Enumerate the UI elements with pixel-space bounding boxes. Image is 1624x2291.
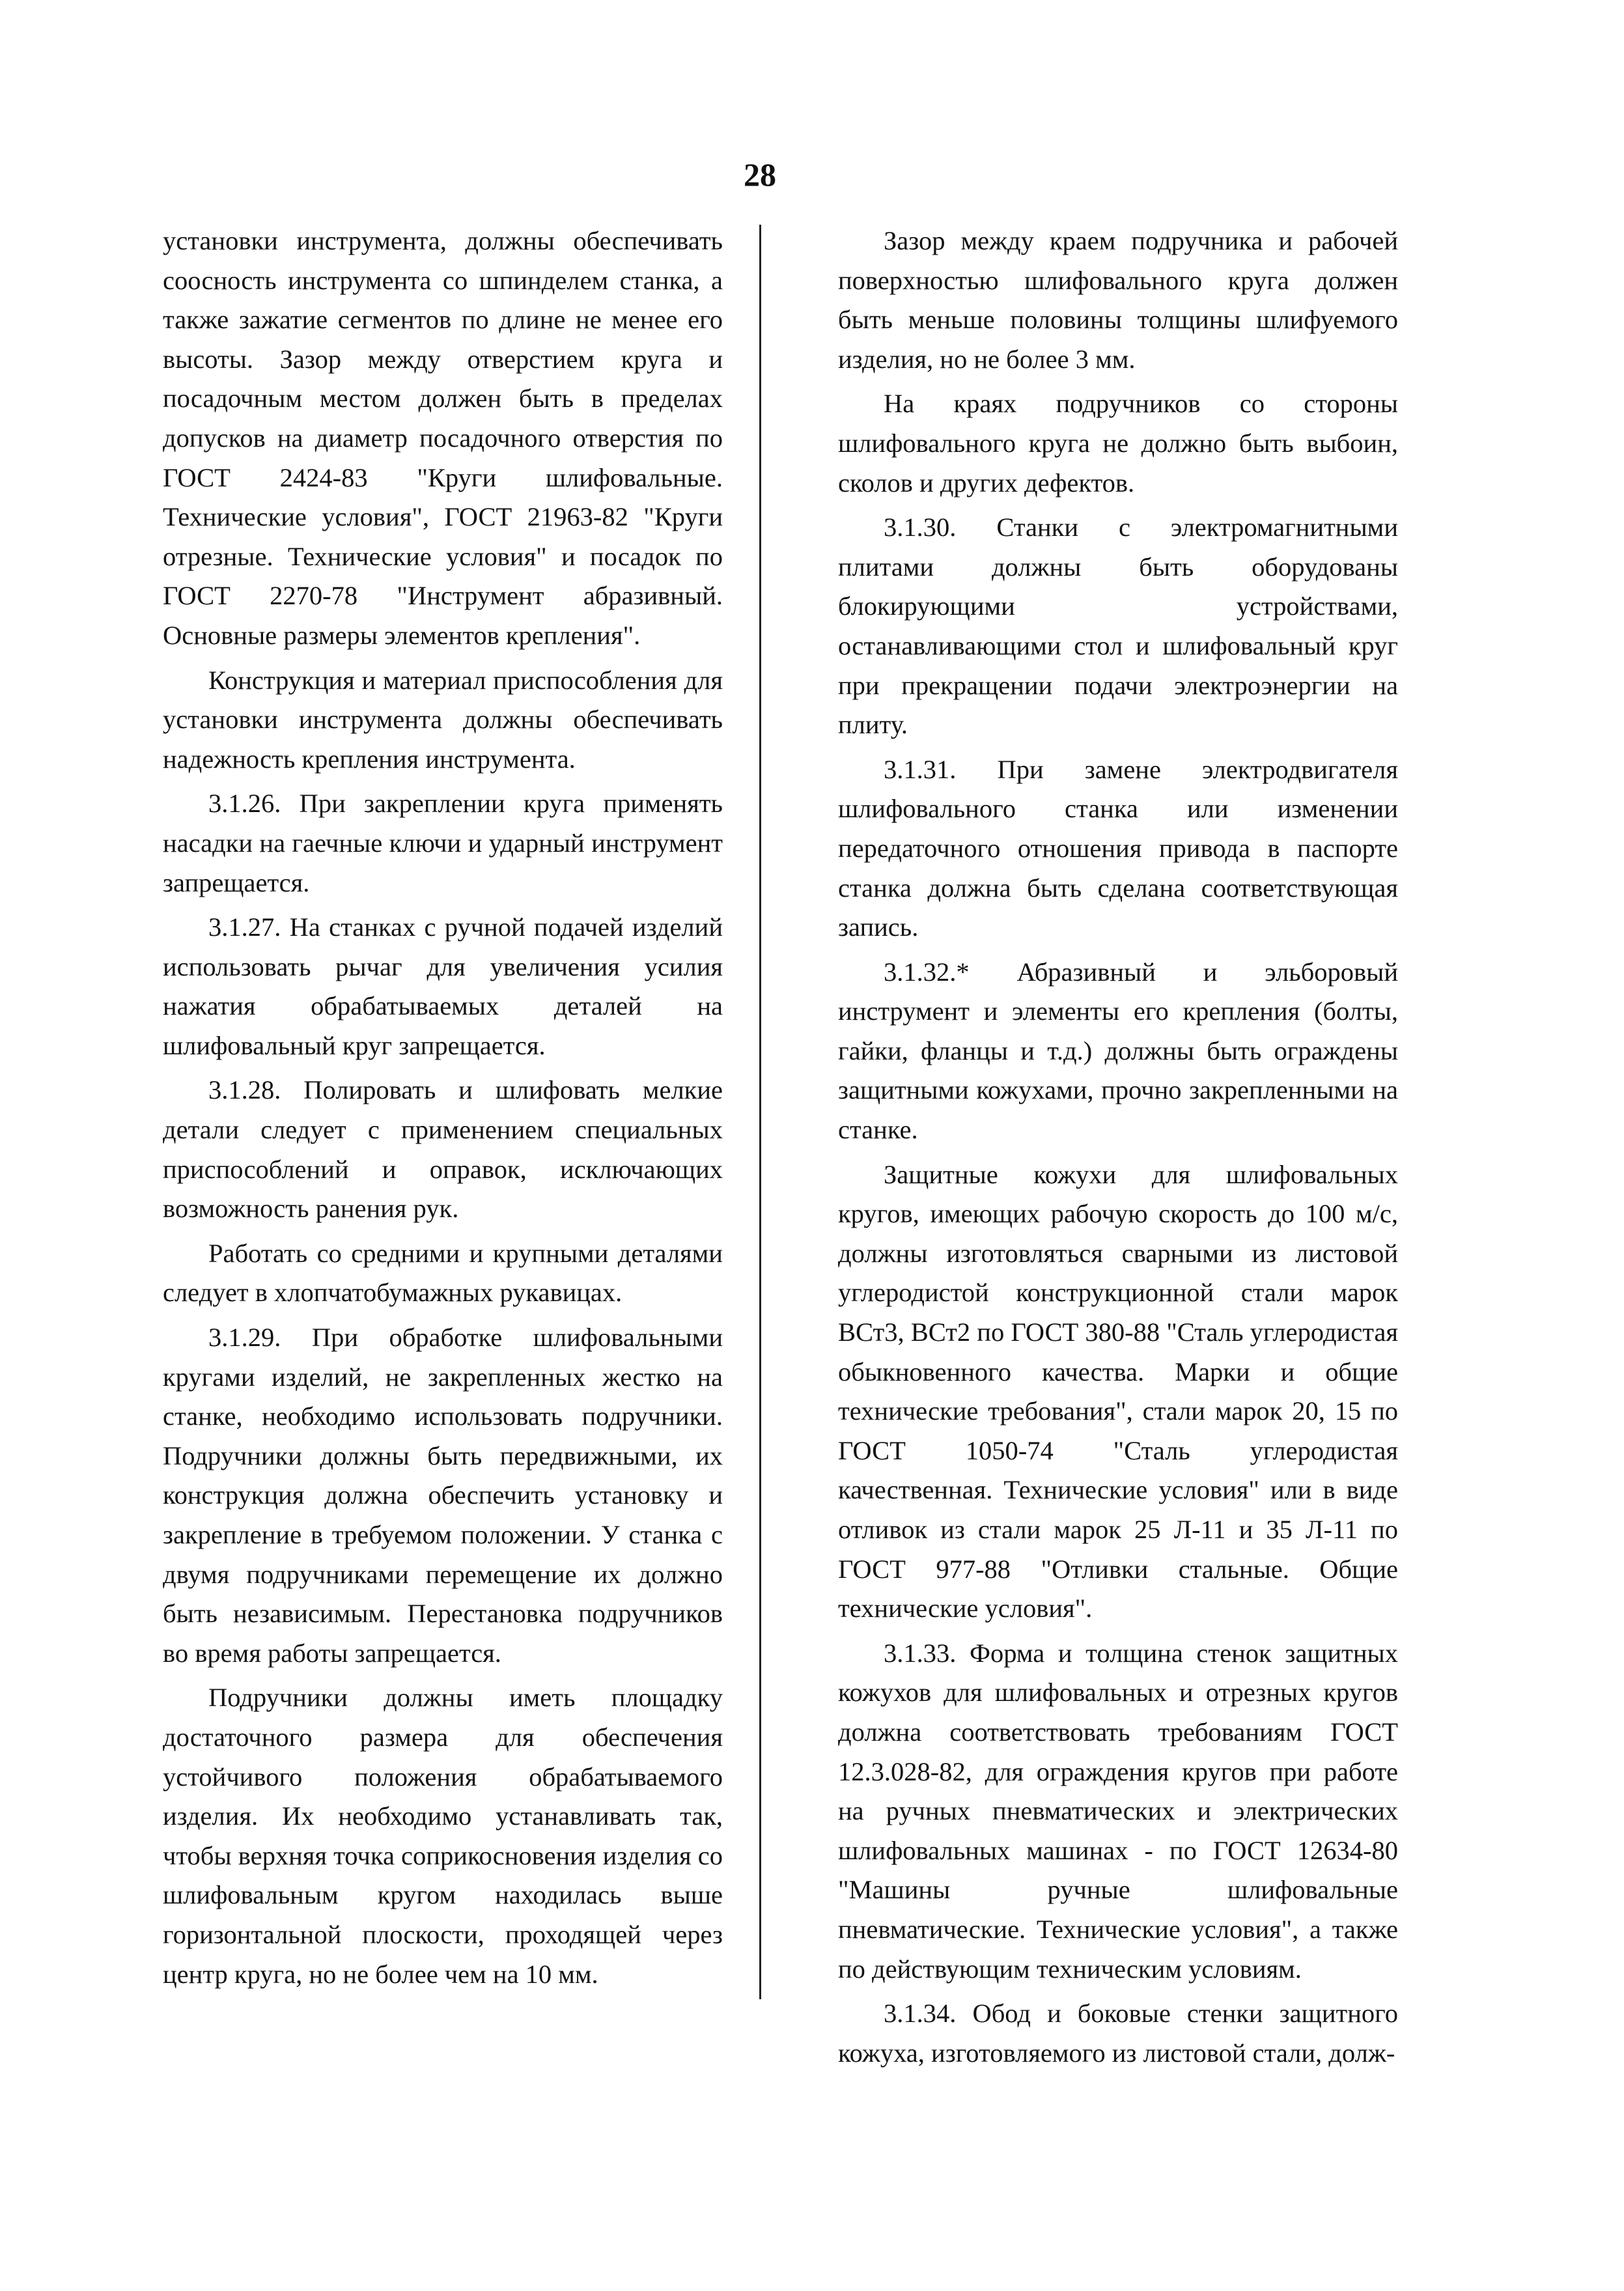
paragraph: 3.1.30. Станки с электромагнитными плитами должны быть оборудованы блокирующими устройствами, останавливающими стол и шлифовальный круг при прекращении подачи электроэнергии на плиту. bbox=[838, 513, 1398, 740]
paragraph: Подручники должны иметь площадку достаточного размера для обеспечения устойчивого положения обрабатываемого изделия. Их необходимо устанавливать так, чтобы верхняя точка соприкосновения изделия со шлифовальным кругом находилась выше горизонтальной плоскости, проходящей через центр круга, но не более чем на 10 мм. bbox=[163, 1683, 723, 1989]
paragraph: Защитные кожухи для шлифовальных кругов, имеющих рабочую скорость до 100 м/с, должны изготовляться сварными из листовой углеродистой конструкционной стали марок ВСт3, ВСт2 по ГОСТ 380-88 "Сталь углеродистая обыкновенного качества. Марки и общие технические требования", стали марок 20, 15 по ГОСТ 1050-74 "Сталь углеродистая качественная. Технические условия" или в виде отливок из стали марок 25 Л-11 и 35 Л-11 по ГОСТ 977-88 "Отливки стальные. Общие технические условия". bbox=[838, 1159, 1398, 1623]
right-column bbox=[838, 221, 1398, 2078]
paragraph: Работать со средними и крупными деталями следует в хлопчатобумажных рукавицах. bbox=[163, 1238, 723, 1308]
paragraph: 3.1.27. На станках с ручной подачей изделий использовать рычаг для увеличения усилия нажатия обрабатываемых деталей на шлифовальный круг запрещается. bbox=[163, 912, 723, 1060]
paragraph: 3.1.26. При закреплении круга применять насадки на гаечные ключи и ударный инструмент запрещается. bbox=[163, 789, 723, 897]
paragraph: Зазор между краем подручника и рабочей поверхностью шлифовального круга должен быть меньше половины толщины шлифуемого изделия, но не более 3 мм. bbox=[838, 226, 1398, 374]
column-divider bbox=[759, 225, 761, 1999]
paragraph: 3.1.33. Форма и толщина стенок защитных кожухов для шлифовальных и отрезных кругов должна соответствовать требованиям ГОСТ 12.3.028-82, для ограждения кругов при работе на ручных пневматических и электрических шлифовальных машинах - по ГОСТ 12634-80 "Машины ручные шлифовальные пневматические. Технические условия", а также по действующим техническим условиям. bbox=[838, 1638, 1398, 1984]
paragraph: 3.1.31. При замене электродвигателя шлифовального станка или изменении передаточного отношения привода в паспорте станка должна быть сделана соответствующая запись. bbox=[838, 754, 1398, 942]
page-number: 28 bbox=[744, 156, 776, 193]
left-column bbox=[163, 221, 723, 1999]
paragraph: 3.1.28. Полировать и шлифовать мелкие детали следует с применением специальных приспособлений и оправок, исключающих возможность ранения рук. bbox=[163, 1075, 723, 1224]
paragraph: На краях подручников со стороны шлифовального круга не должно быть выбоин, сколов и других дефектов. bbox=[838, 389, 1398, 498]
paragraph: 3.1.34. Обод и боковые стенки защитного кожуха, изготовляемого из листовой стали, долж- bbox=[838, 1999, 1398, 2068]
paragraph: 3.1.29. При обработке шлифовальными кругами изделий, не закрепленных жестко на станке, необходимо использовать подручники. Подручники должны быть передвижными, их конструкция должна обеспечить установку и закрепление в требуемом положении. У станка с двумя подручниками перемещение их должно быть независимым. Перестановка подручников во время работы запрещается. bbox=[163, 1323, 723, 1668]
paragraph: 3.1.32.* Абразивный и эльборовый инструмент и элементы его крепления (болты, гайки, фланцы и т.д.) должны быть ограждены защитными кожухами, прочно закрепленными на станке. bbox=[838, 957, 1398, 1145]
paragraph: Конструкция и материал приспособления для установки инструмента должны обеспечивать надежность крепления инструмента. bbox=[163, 665, 723, 774]
paragraph: установки инструмента, должны обеспечивать соосность инструмента со шпинделем станка, а также зажатие сегментов по длине не менее его высоты. Зазор между отверстием круга и посадочным местом должен быть в пределах допусков на диаметр посадочного отверстия по ГОСТ 2424-83 "Круги шлифовальные. Технические условия", ГОСТ 21963-82 "Круги отрезные. Технические условия" и посадок по ГОСТ 2270-78 "Инструмент абразивный. Основные размеры элементов крепления". bbox=[163, 226, 723, 650]
